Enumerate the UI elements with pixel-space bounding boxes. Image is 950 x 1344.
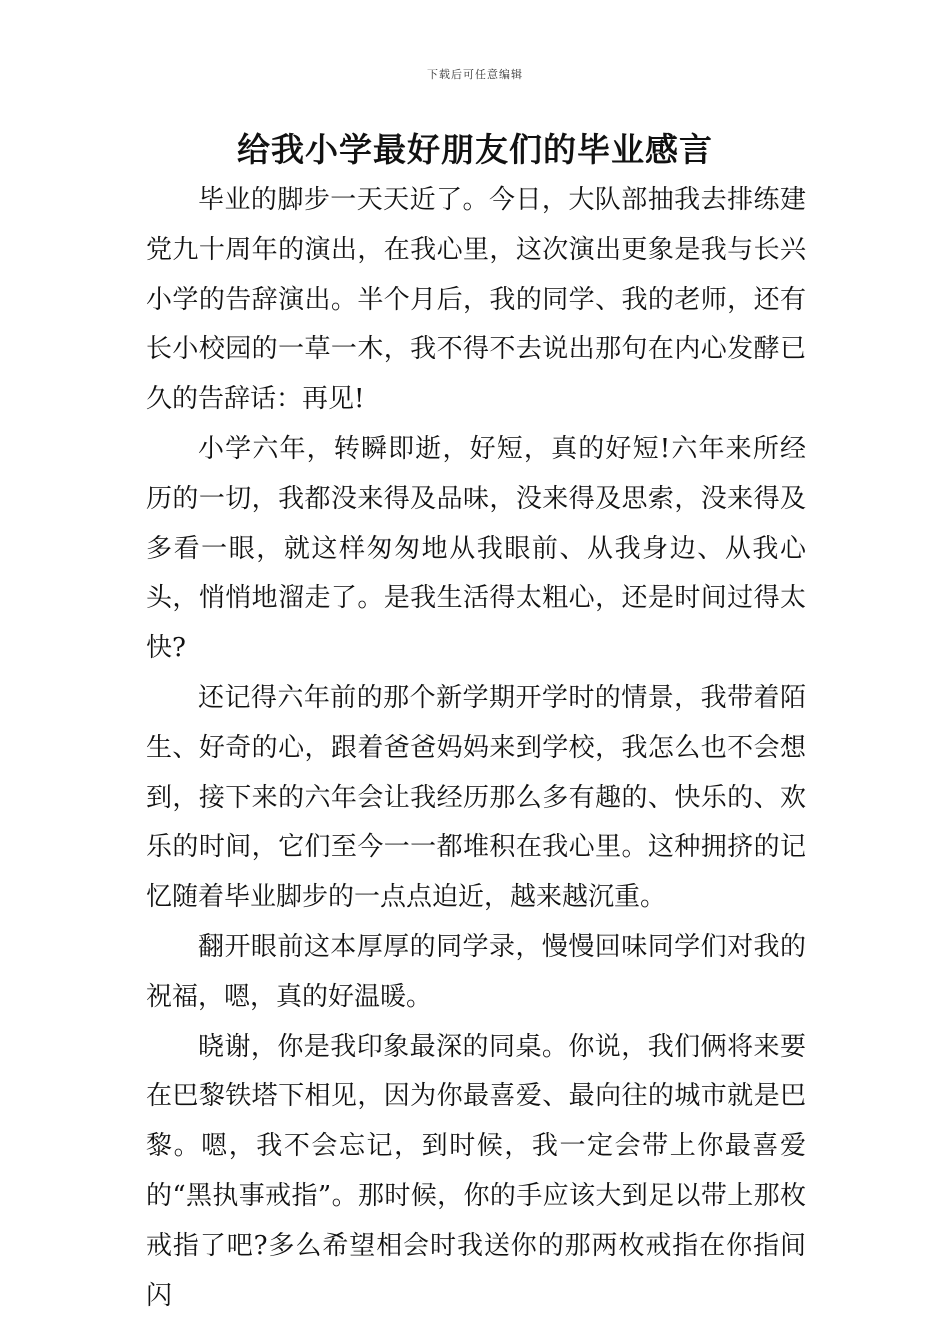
paragraph-5: 晓谢，你是我印象最深的同桌。你说，我们俩将来要在巴黎铁塔下相见，因为你最喜爱、最向往的城市就是巴黎。嗯，我不会忘记，到时候，我一定会带上你最喜爱的“黑执事戒指”。那时候，你的手应该大到足以带上那枚戒指了吧?多么希望相会时我送你的那两枚戒指在你指间闪 <box>146 1031 806 1311</box>
paragraph-2: 小学六年，转瞬即逝，好短，真的好短!六年来所经历的一切，我都没来得及品味，没来得及思索，没来得及多看一眼，就这样匆匆地从我眼前、从我身边、从我心头，悄悄地溜走了。是我生活得太粗心，还是时间过得太快? <box>146 433 806 664</box>
paragraph-1: 毕业的脚步一天天近了。今日，大队部抽我去排练建党九十周年的演出，在我心里，这次演出更象是我与长兴小学的告辞演出。半个月后，我的同学、我的老师，还有长小校园的一草一木，我不得不去说出那句在内心发酵已久的告辞话：再见! <box>146 185 806 415</box>
paragraph-3: 还记得六年前的那个新学期开学时的情景，我带着陌生、好奇的心，跟着爸爸妈妈来到学校，我怎么也不会想到，接下来的六年会让我经历那么多有趣的、快乐的、欢乐的时间，它们至今一一都堆积在我心里。这种拥挤的记忆随着毕业脚步的一点点迫近，越来越沉重。 <box>146 682 806 913</box>
document-title: 给我小学最好朋友们的毕业感言 <box>237 130 713 169</box>
paragraph-4: 翻开眼前这本厚厚的同学录，慢慢回味同学们对我的祝福，嗯，真的好温暖。 <box>146 931 806 1012</box>
header-note: 下载后可任意编辑 <box>427 68 523 81</box>
document-body <box>146 176 806 1321</box>
